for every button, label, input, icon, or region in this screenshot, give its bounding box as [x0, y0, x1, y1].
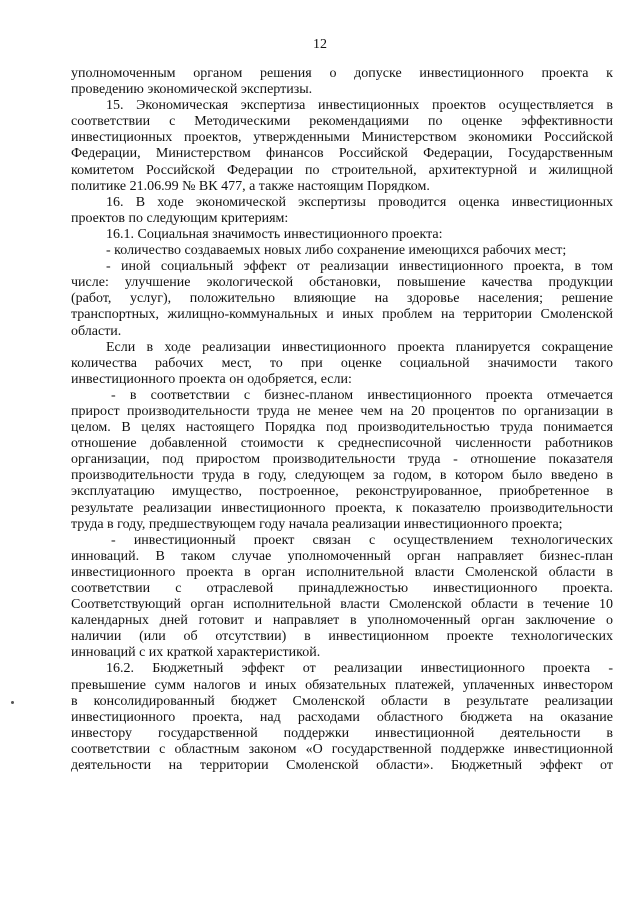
text-line: - количество создаваемых новых либо сохранение имеющихся рабочих мест; [106, 243, 567, 259]
text-line: в консолидированный бюджет Смоленской области в результате реализации [71, 693, 613, 709]
text-line: комитетом Российской Федерации по строительной, архитектурной и жилищной [71, 162, 613, 178]
text-line: количества рабочих мест, то при оценке социальной значимости такого [71, 355, 613, 371]
document-body [71, 66, 613, 774]
text-line: организации, под приростом производительности труда - отношение показателя [71, 452, 613, 468]
text-line: проектов по следующим критериям: [71, 210, 289, 226]
text-line: соответствии с Методическими рекомендациями по оценке эффективности [71, 114, 613, 130]
text-line: инвестиционных проектов, утвержденными Министерством экономики Российской [71, 130, 613, 146]
text-line: Соответствующий орган исполнительной власти Смоленской области в течение 10 [71, 597, 613, 613]
text-line: отношение добавленной стоимости к среднесписочной численности работников [71, 436, 613, 452]
text-line: целом. В целях настоящего Порядка под производительностью труда понимается [71, 420, 613, 436]
text-line: - инвестиционный проект связан с осуществлением технологических [111, 532, 613, 548]
text-line: Федерации, Министерством финансов Российской Федерации, Государственным [71, 146, 613, 162]
text-line: соответствии с областным законом «О государственной поддержке инвестиционной [71, 741, 613, 757]
text-line: 15. Экономическая экспертиза инвестиционных проектов осуществляется в [106, 98, 613, 114]
text-line: 16.2. Бюджетный эффект от реализации инвестиционного проекта - [106, 661, 613, 677]
text-line: транспортных, жилищно-коммунальных и иных проблем на территории Смоленской [71, 307, 613, 323]
text-line: соответствии с отраслевой принадлежностью инвестиционного проекта. [71, 581, 613, 596]
text-line: инвестору государственной поддержки инвестиционной деятельности в [71, 725, 613, 741]
text-line: 16. В ходе экономической экспертизы проводится оценка инвестиционных [106, 194, 613, 210]
page-number: 12 [313, 37, 327, 52]
text-line: инноваций с их краткой характеристикой. [71, 645, 321, 661]
text-line: уполномоченным органом решения о допуске инвестиционного проекта к [71, 66, 613, 81]
text-line: календарных дней готовит и направляет в уполномоченный орган заключение о [71, 613, 613, 629]
text-line: деятельности на территории Смоленской области». Бюджетный эффект от [71, 758, 613, 774]
text-line: производительности труда в году, следующем за годом, в котором было введено в [71, 468, 613, 484]
text-line: превышение сумм налогов и иных обязательных платежей, уплаченных инвестором [71, 677, 613, 693]
text-line: (работ, услуг), положительно влияющие на здоровье населения; решение [71, 291, 613, 307]
text-line: инвестиционного проекта в орган исполнительной власти Смоленской области в [71, 564, 613, 580]
text-line: проведению экономической экспертизы. [71, 82, 313, 98]
text-line: 16.1. Социальная значимость инвестиционного проекта: [106, 226, 443, 242]
text-line: эксплуатацию имущество, построенное, реконструированное, приобретенное в [71, 484, 613, 500]
text-line: числе: улучшение экологической обстановки, повышение качества продукции [71, 275, 613, 291]
text-line: политике 21.06.99 № ВК 477, а также настоящим Порядком. [71, 178, 430, 194]
text-line: инноваций. В таком случае уполномоченный орган направляет бизнес-план [71, 548, 613, 564]
text-line: инвестиционного проекта он одобряется, если: [71, 371, 352, 387]
text-line: Если в ходе реализации инвестиционного проекта планируется сокращение [106, 339, 613, 355]
margin-dot [11, 701, 14, 704]
text-line: прирост производительности труда не менее чем на 20 процентов по организации в [71, 403, 613, 419]
text-line: труда в году, предшествующем году начала реализации инвестиционного проекта; [71, 516, 563, 532]
text-line: инвестиционного проекта, над расходами областного бюджета на оказание [71, 709, 613, 725]
text-line: области. [71, 323, 122, 339]
text-line: результате реализации инвестиционного проекта, к показателю производительности [71, 500, 613, 516]
text-line: наличии (или об отсутствии) в инвестиционном проекте технологических [71, 629, 613, 645]
text-line: - в соответствии с бизнес-планом инвестиционного проекта отмечается [111, 387, 613, 403]
text-line: - иной социальный эффект от реализации инвестиционного проекта, в том [106, 259, 613, 275]
